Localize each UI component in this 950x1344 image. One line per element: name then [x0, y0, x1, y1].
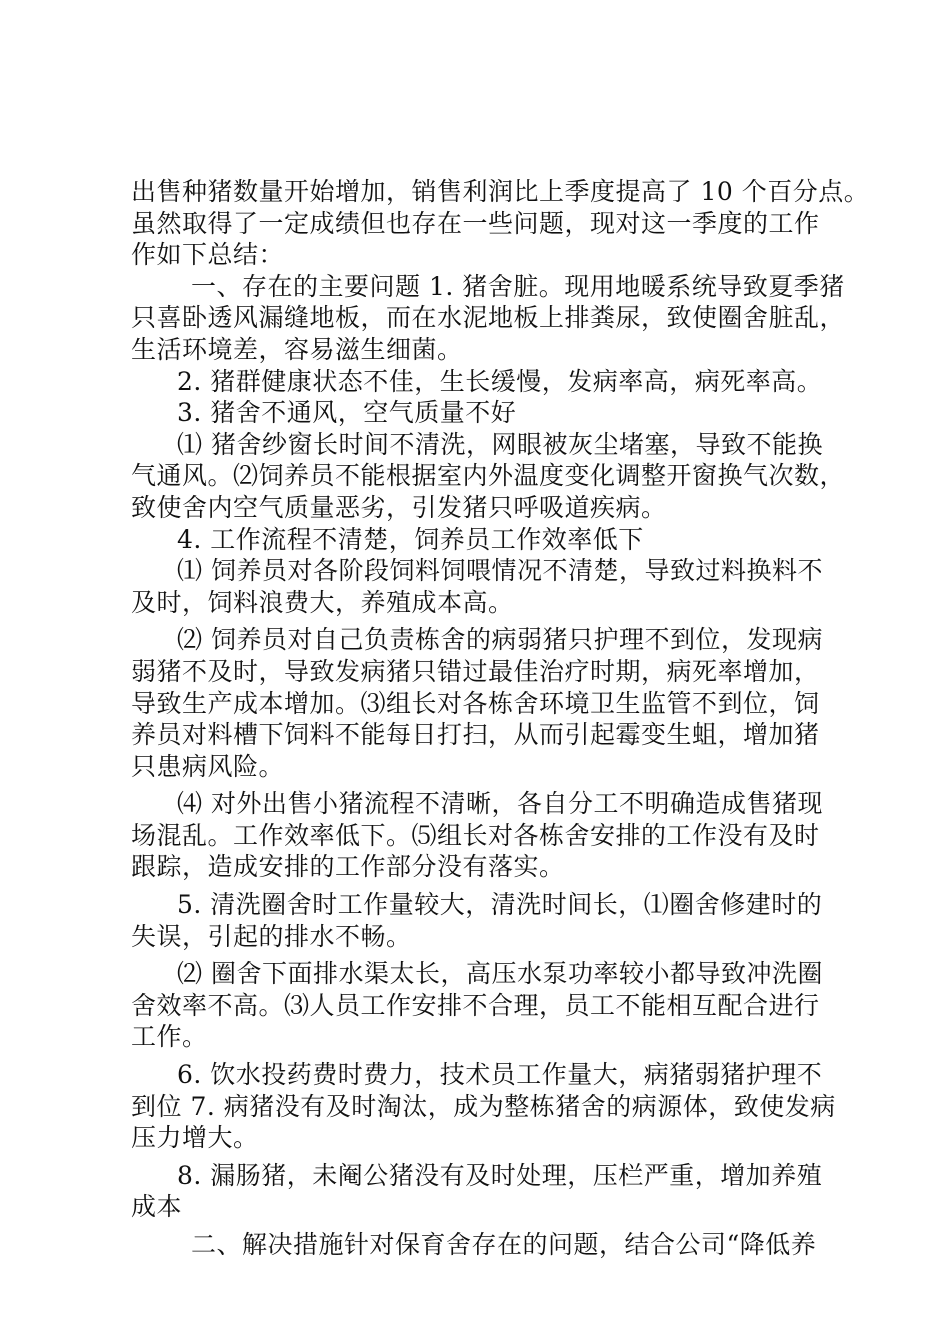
text-line: ⑵ 圈舍下面排水渠太长，高压水泵功率较小都导致冲洗圈 [177, 959, 823, 989]
text-line: 场混乱。工作效率低下。⑸组长对各栋舍安排的工作没有及时 [131, 820, 820, 850]
text-line: 只喜卧透风漏缝地板，而在水泥地板上排粪尿，致使圈舍脏乱， [131, 303, 846, 333]
text-line: 6. 饮水投药费时费力，技术员工作量大，病猪弱猪护理不 [177, 1060, 823, 1090]
document-body [131, 176, 870, 1261]
text-line: 致使舍内空气质量恶劣，引发猪只呼吸道疾病。 [131, 492, 667, 522]
text-line: 二、解决措施针对保育舍存在的问题，结合公司“降低养 [191, 1230, 817, 1259]
text-line: 虽然取得了一定成绩但也存在一些问题，现对这一季度的工作 [131, 208, 820, 238]
text-line: 4. 工作流程不清楚，饲养员工作效率低下 [177, 524, 644, 554]
text-line: 8. 漏肠猪，未阉公猪没有及时处理，压栏严重，增加养殖 [177, 1160, 823, 1190]
text-line: ⑴ 饲养员对各阶段饲料饲喂情况不清楚，导致过料换料不 [177, 556, 823, 586]
text-line: 到位 7. 病猪没有及时淘汰，成为整栋猪舍的病源体，致使发病 [131, 1091, 836, 1121]
text-line: 生活环境差，容易滋生细菌。 [131, 334, 463, 364]
text-line: 及时，饲料浪费大，养殖成本高。 [131, 587, 514, 617]
text-line: ⑷ 对外出售小猪流程不清晰，各自分工不明确造成售猪现 [177, 789, 823, 819]
text-line: 压力增大。 [131, 1123, 259, 1153]
text-line: 一、存在的主要问题 1. 猪舍脏。现用地暖系统导致夏季猪 [191, 271, 845, 301]
text-line: 3. 猪舍不通风，空气质量不好 [177, 398, 517, 428]
text-line: 舍效率不高。⑶人员工作安排不合理，员工不能相互配合进行 [131, 990, 820, 1020]
text-line: 跟踪，造成安排的工作部分没有落实。 [131, 852, 565, 882]
text-line: 导致生产成本增加。⑶组长对各栋舍环境卫生监管不到位，饲 [131, 688, 820, 718]
text-line: 作如下总结： [131, 240, 285, 270]
text-line: 2. 猪群健康状态不佳，生长缓慢，发病率高，病死率高。 [177, 366, 823, 396]
text-line: 5. 清洗圈舍时工作量较大，清洗时间长，⑴圈舍修建时的 [177, 890, 823, 920]
text-line: 失误，引起的排水不畅。 [131, 921, 412, 951]
text-line: ⑵ 饲养员对自己负责栋舍的病弱猪只护理不到位，发现病 [177, 625, 823, 655]
text-line: 工作。 [131, 1022, 208, 1052]
text-line: 养员对料槽下饲料不能每日打扫，从而引起霉变生蛆，增加猪 [131, 720, 820, 750]
text-line: 成本 [131, 1192, 183, 1222]
text-line: 气通风。⑵饲养员不能根据室内外温度变化调整开窗换气次数， [131, 461, 846, 491]
text-line: 出售种猪数量开始增加，销售利润比上季度提高了 10 个百分点。 [131, 177, 870, 206]
text-line: 只患病风险。 [131, 751, 285, 781]
text-line: ⑴ 猪舍纱窗长时间不清洗，网眼被灰尘堵塞，导致不能换 [177, 429, 823, 459]
text-line: 弱猪不及时，导致发病猪只错过最佳治疗时期，病死率增加， [131, 656, 820, 686]
